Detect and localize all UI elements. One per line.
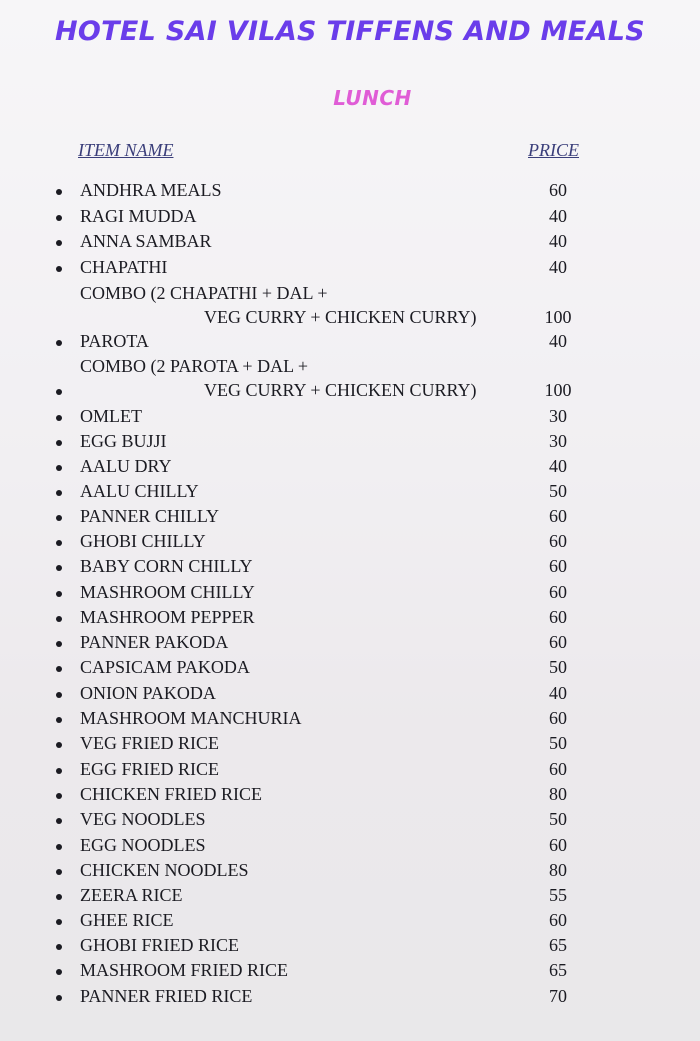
item-price: 60: [549, 531, 567, 551]
menu-item: [0, 529, 700, 553]
item-name: MASHROOM MANCHURIA: [80, 708, 302, 728]
menu-item: [0, 908, 700, 932]
item-name: GHOBI CHILLY: [80, 531, 206, 551]
item-price: 80: [549, 860, 567, 880]
item-price: 30: [549, 431, 567, 451]
item-name: MASHROOM CHILLY: [80, 582, 255, 602]
bullet-icon: [56, 340, 62, 346]
bullet-icon: [56, 692, 62, 698]
bullet-icon: [56, 717, 62, 723]
menu-item: [0, 833, 700, 857]
bullet-icon: [56, 919, 62, 925]
bullet-icon: [56, 565, 62, 571]
menu-item-combo-line1: [0, 281, 700, 305]
item-name: CHICKEN NOODLES: [80, 860, 249, 880]
item-name: PANNER FRIED RICE: [80, 986, 253, 1006]
bullet-icon: [56, 515, 62, 521]
item-name: BABY CORN CHILLY: [80, 556, 253, 576]
menu-item: [0, 554, 700, 578]
item-name: GHEE RICE: [80, 910, 174, 930]
item-price: 80: [549, 784, 567, 804]
menu-item: [0, 984, 700, 1008]
item-name: EGG NOODLES: [80, 835, 206, 855]
menu-item: [0, 883, 700, 907]
bullet-icon: [56, 818, 62, 824]
item-price: 100: [544, 307, 572, 327]
bullet-icon: [56, 944, 62, 950]
menu-item: [0, 255, 700, 279]
item-price: 50: [549, 657, 567, 677]
menu-item: [0, 630, 700, 654]
bullet-icon: [56, 995, 62, 1001]
item-name: AALU CHILLY: [80, 481, 199, 501]
item-name: MASHROOM FRIED RICE: [80, 960, 289, 980]
item-name: PANNER CHILLY: [80, 506, 220, 526]
menu-item: [0, 504, 700, 528]
item-name: COMBO (2 PAROTA + DAL +: [80, 356, 309, 376]
bullet-icon: [56, 189, 62, 195]
column-header-item: ITEM NAME: [78, 140, 174, 160]
item-price: 40: [549, 683, 567, 703]
menu-item-combo-line1: [0, 354, 700, 378]
menu-item: [0, 605, 700, 629]
item-name: RAGI MUDDA: [80, 206, 197, 226]
menu-item: [0, 807, 700, 831]
bullet-icon: [56, 869, 62, 875]
menu-item-combo-line2: [0, 378, 700, 402]
item-price: 70: [549, 986, 567, 1006]
item-price: 60: [549, 708, 567, 728]
menu-item: [0, 933, 700, 957]
menu-item: [0, 958, 700, 982]
item-price: 60: [549, 632, 567, 652]
item-price: 60: [549, 835, 567, 855]
item-name: CAPSICAM PAKODA: [80, 657, 250, 677]
bullet-icon: [56, 616, 62, 622]
item-price: 60: [549, 180, 567, 200]
item-price: 50: [549, 733, 567, 753]
item-name: AALU DRY: [80, 456, 172, 476]
item-name-continued: VEG CURRY + CHICKEN CURRY): [204, 307, 477, 327]
item-price: 60: [549, 910, 567, 930]
item-name: OMLET: [80, 406, 142, 426]
menu-item: [0, 782, 700, 806]
item-price: 60: [549, 582, 567, 602]
item-price: 60: [549, 506, 567, 526]
item-name: COMBO (2 CHAPATHI + DAL +: [80, 283, 328, 303]
item-price: 40: [549, 257, 567, 277]
bullet-icon: [56, 215, 62, 221]
bullet-icon: [56, 793, 62, 799]
item-price: 40: [549, 331, 567, 351]
item-name: VEG FRIED RICE: [80, 733, 219, 753]
item-price: 100: [544, 380, 572, 400]
item-price: 65: [549, 935, 567, 955]
item-name: VEG NOODLES: [80, 809, 206, 829]
item-name: MASHROOM PEPPER: [80, 607, 255, 627]
bullet-icon: [56, 969, 62, 975]
bullet-icon: [56, 844, 62, 850]
menu-item: [0, 681, 700, 705]
menu-item: [0, 204, 700, 228]
item-name: CHICKEN FRIED RICE: [80, 784, 263, 804]
menu-item: [0, 757, 700, 781]
item-name: EGG FRIED RICE: [80, 759, 219, 779]
bullet-icon: [56, 490, 62, 496]
menu-item: [0, 178, 700, 202]
bullet-icon: [56, 768, 62, 774]
menu-item: [0, 429, 700, 453]
menu-item: [0, 329, 700, 353]
menu-item: [0, 454, 700, 478]
bullet-icon: [56, 894, 62, 900]
bullet-icon: [56, 742, 62, 748]
item-name: GHOBI FRIED RICE: [80, 935, 240, 955]
section-title: LUNCH: [333, 86, 412, 110]
bullet-icon: [56, 591, 62, 597]
bullet-icon: [56, 440, 62, 446]
item-name: ANNA SAMBAR: [80, 231, 212, 251]
menu-item: [0, 479, 700, 503]
item-name: ANDHRA MEALS: [80, 180, 222, 200]
bullet-icon: [56, 540, 62, 546]
item-name: ZEERA RICE: [80, 885, 183, 905]
item-price: 40: [549, 456, 567, 476]
item-price: 65: [549, 960, 567, 980]
bullet-icon: [56, 415, 62, 421]
menu-item: [0, 580, 700, 604]
item-price: 50: [549, 809, 567, 829]
bullet-icon: [56, 465, 62, 471]
item-name: PANNER PAKODA: [80, 632, 229, 652]
bullet-icon: [56, 266, 62, 272]
bullet-icon: [56, 389, 62, 395]
menu-item: [0, 655, 700, 679]
menu-item-combo-line2: [0, 305, 700, 329]
menu-item: [0, 229, 700, 253]
menu-item: [0, 404, 700, 428]
item-price: 40: [549, 206, 567, 226]
column-header-price: PRICE: [528, 140, 579, 160]
menu-item: [0, 858, 700, 882]
item-price: 60: [549, 607, 567, 627]
item-price: 40: [549, 231, 567, 251]
item-name: PAROTA: [80, 331, 149, 351]
item-price: 60: [549, 556, 567, 576]
item-price: 55: [549, 885, 567, 905]
menu-item: [0, 731, 700, 755]
item-name: ONION PAKODA: [80, 683, 216, 703]
item-name-continued: VEG CURRY + CHICKEN CURRY): [204, 380, 477, 400]
item-price: 30: [549, 406, 567, 426]
hotel-title: HOTEL SAI VILAS TIFFENS AND MEALS: [55, 16, 645, 47]
item-name: EGG BUJJI: [80, 431, 167, 451]
item-name: CHAPATHI: [80, 257, 168, 277]
bullet-icon: [56, 666, 62, 672]
menu-item: [0, 706, 700, 730]
bullet-icon: [56, 641, 62, 647]
bullet-icon: [56, 240, 62, 246]
item-price: 60: [549, 759, 567, 779]
item-price: 50: [549, 481, 567, 501]
